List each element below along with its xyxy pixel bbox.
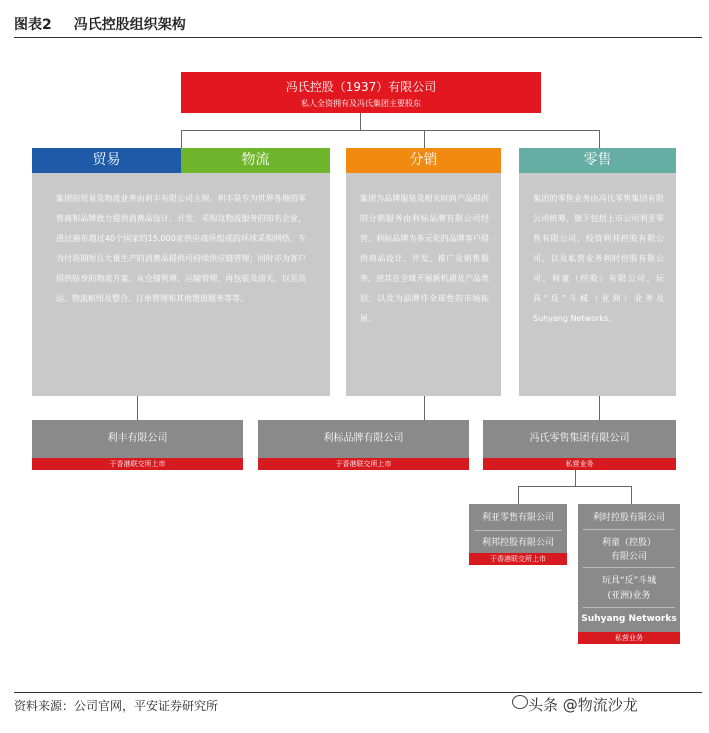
connector (518, 486, 632, 487)
segment-trade-header: 贸易 (32, 148, 181, 173)
gbg-tag: 于香港联交所上市 (258, 458, 469, 470)
private-retail-box (578, 504, 680, 632)
figure-caption: 冯氏控股组织架构 (73, 17, 186, 33)
list-item: (亚洲)业务 (607, 591, 651, 601)
figure-title (14, 14, 208, 34)
top-holding-name: 冯氏控股（1937）有限公司 (285, 80, 437, 94)
connector (575, 470, 576, 486)
distribution-description: 集团为品牌服装及相关时尚产品提供的分销服务由利标品牌有限公司经营。利标品牌为多元化的品牌客户提供商品设计、开发、推广及销售服务，使其在全球开展新机遇及产品类别，以及为品牌作全球性的市场拓展。 (346, 173, 501, 396)
divider (474, 530, 562, 531)
divider (583, 567, 675, 568)
connector (424, 130, 425, 148)
divider (583, 607, 675, 608)
connector (631, 486, 632, 504)
lifung-box: 利丰有限公司 (32, 420, 243, 458)
figure-number: 图表2 (14, 17, 52, 33)
watermark: 头条 @物流沙龙 (528, 696, 638, 714)
top-holding-desc: 私人全资拥有及冯氏集团主要股东 (301, 99, 421, 108)
list-item: Suhyang Networks (581, 614, 677, 624)
divider (583, 529, 675, 530)
top-holding-box (181, 72, 541, 113)
lifung-tag: 于香港联交所上市 (32, 458, 243, 470)
list-item: 玩具“反”斗城 (601, 576, 657, 586)
gbg-box: 利标品牌有限公司 (258, 420, 469, 458)
connector (518, 486, 519, 504)
list-item: 有限公司 (610, 552, 647, 562)
list-item: 利童（控股） (601, 538, 656, 548)
list-item: 利时控股有限公司 (592, 513, 665, 523)
list-item: 利邦控股有限公司 (481, 538, 554, 548)
segment-distribution-header: 分销 (346, 148, 501, 173)
connector (181, 130, 182, 148)
private-retail-tag: 私营业务 (578, 632, 680, 644)
connector (181, 130, 600, 131)
listed-retail-tag: 于香港联交所上市 (469, 553, 567, 565)
connector (424, 396, 425, 420)
connector (599, 396, 600, 420)
list-item: 利亚零售有限公司 (481, 513, 554, 523)
title-rule (14, 37, 702, 38)
segment-logistics-header: 物流 (181, 148, 330, 173)
footer-rule (14, 692, 702, 693)
connector (137, 396, 138, 420)
retail-description: 集团的零售业务由冯氏零售集团有限公司统筹，旗下包括上市公司利亚零售有限公司，投资利邦控股有限公司，以及私营业务利时控股有限公司、利童（控股）有限公司、玩具“反”斗城（亚洲）业务及Suhyang Networks。 (519, 173, 676, 396)
listed-retail-box (469, 504, 567, 553)
retail-group-tag: 私营业务 (483, 458, 676, 470)
trade-logistics-description: 集团的贸易及物流业务由利丰有限公司主理。利丰是专为世界各地的零售商和品牌致力提供消费品设计、开发、采购及物流服务的知名企业，透过遍布超过40个国家的15,000家供应商所组成的环球采购网络，专为付货期短且大量生产的消费品提供可持续供应链管理；同时亦为客户提供贴身的物流方案，从仓储管理、运输管理、再包装及清关，以至货运、物流枢纽及整合、订单管理和其他增值服务等等。 (32, 173, 330, 396)
connector (599, 130, 600, 148)
source-note: 资料来源：公司官网，平安证券研究所 (14, 699, 219, 713)
retail-group-box: 冯氏零售集团有限公司 (483, 420, 676, 458)
connector (360, 113, 361, 130)
segment-retail-header: 零售 (519, 148, 676, 173)
wechat-icon (512, 695, 528, 709)
